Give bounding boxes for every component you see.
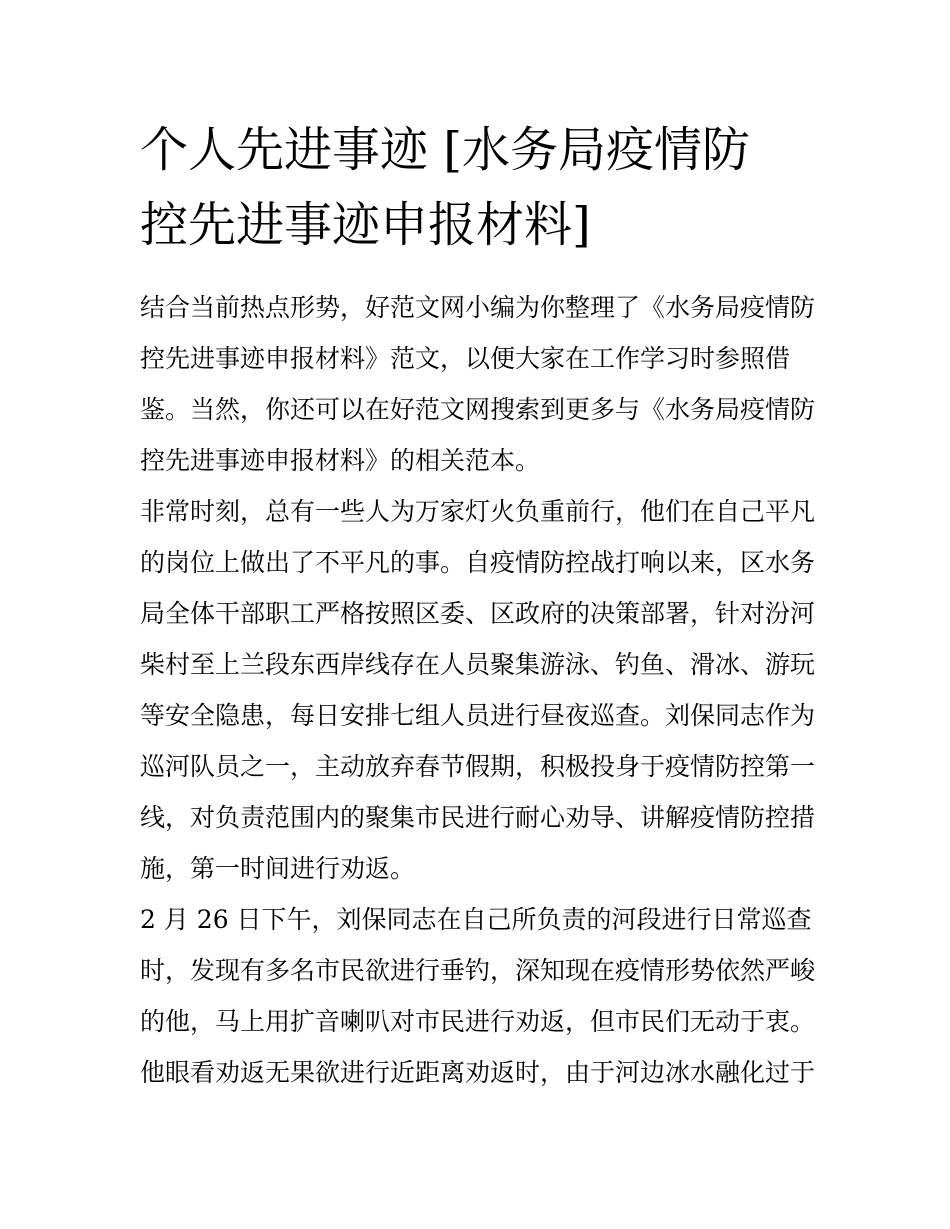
body-line: 他眼看劝返无果欲进行近距离劝返时，由于河边冰水融化过于 <box>140 1058 816 1087</box>
body-line: 施，第一时间进行劝返。 <box>140 854 416 883</box>
body-line: 巡河队员之一，主动放弃春节假期，积极投身于疫情防控第一 <box>140 752 816 781</box>
title-line: 控先进事迹申报材料] <box>140 197 591 253</box>
body-line: 2 月 26 日下午，刘保同志在自己所负责的河段进行日常巡查 <box>140 905 812 934</box>
body-line: 局全体干部职工严格按照区委、区政府的决策部署，针对汾河 <box>140 599 816 628</box>
body-line: 控先进事迹申报材料》的相关范本。 <box>140 446 541 475</box>
body-line: 时，发现有多名市民欲进行垂钓，深知现在疫情形势依然严峻 <box>140 956 816 985</box>
document-body <box>140 282 830 1098</box>
title-line: 个人先进事迹 [水务局疫情防 <box>140 122 750 178</box>
body-line: 控先进事迹申报材料》范文，以便大家在工作学习时参照借 <box>140 344 791 373</box>
body-line: 柴村至上兰段东西岸线存在人员聚集游泳、钓鱼、滑冰、游玩 <box>140 650 816 679</box>
body-line: 结合当前热点形势，好范文网小编为你整理了《水务局疫情防 <box>140 293 816 322</box>
body-line: 等安全隐患，每日安排七组人员进行昼夜巡查。刘保同志作为 <box>140 701 816 730</box>
body-line: 的岗位上做出了不平凡的事。自疫情防控战打响以来，区水务 <box>140 548 816 577</box>
body-line: 线，对负责范围内的聚集市民进行耐心劝导、讲解疫情防控措 <box>140 803 816 832</box>
body-line: 的他，马上用扩音喇叭对市民进行劝返，但市民们无动于衷。 <box>140 1007 816 1036</box>
body-line: 鉴。当然，你还可以在好范文网搜索到更多与《水务局疫情防 <box>140 395 816 424</box>
document-title <box>140 113 820 263</box>
body-line: 非常时刻，总有一些人为万家灯火负重前行，他们在自己平凡 <box>140 497 816 526</box>
